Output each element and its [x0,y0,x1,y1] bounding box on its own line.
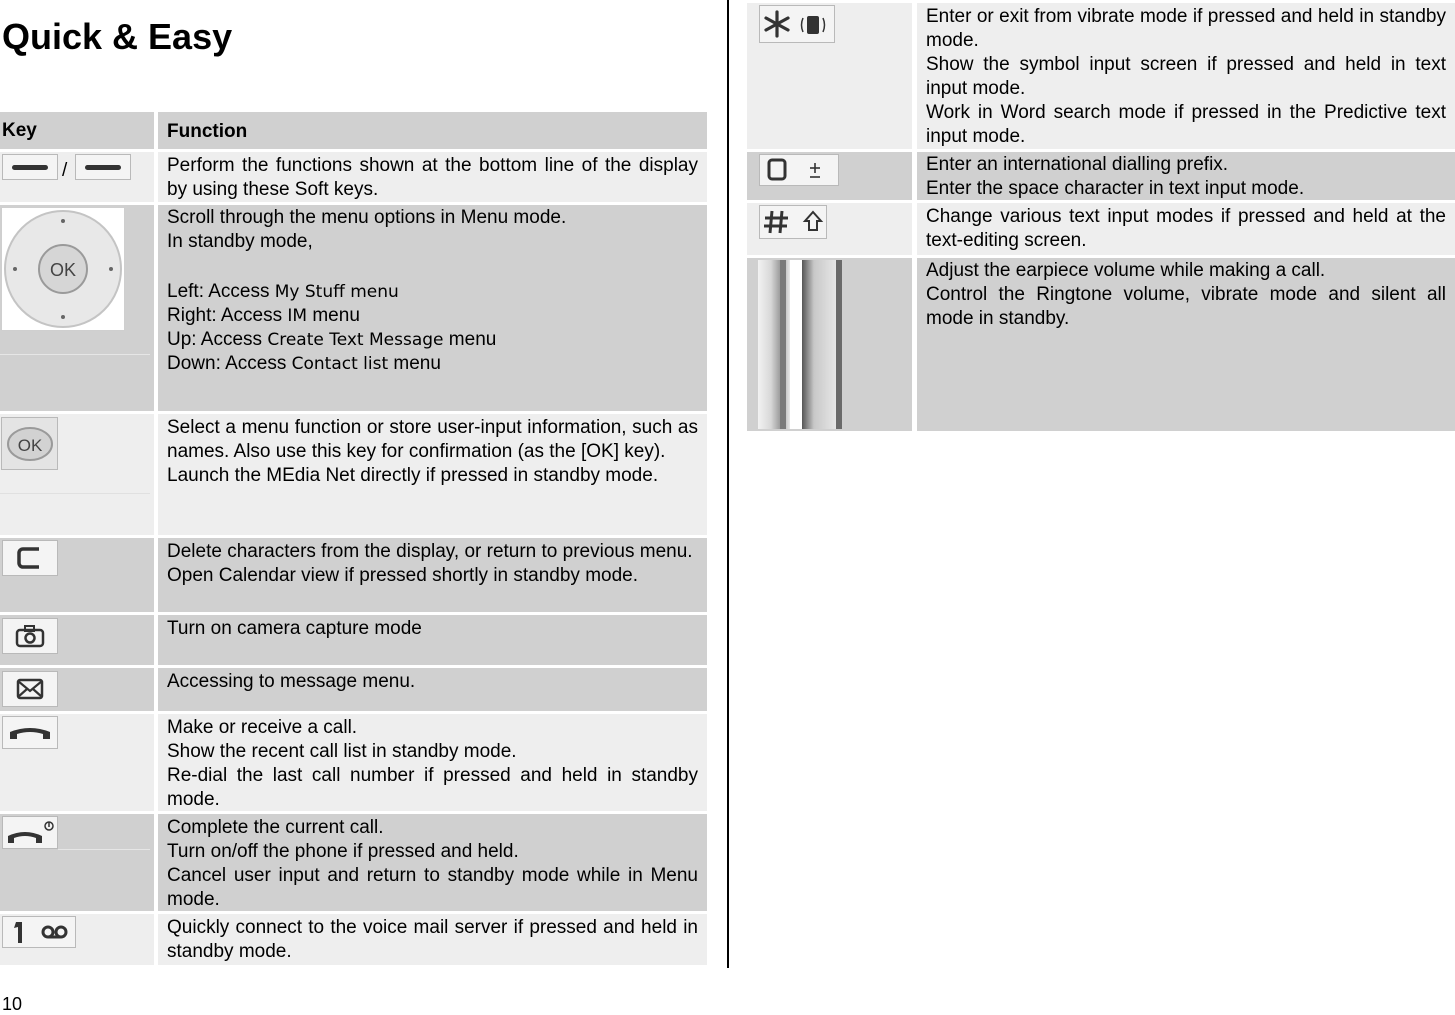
function-text: Delete characters from the display, or return to previous menu. [167,541,693,562]
function-cell [158,914,707,965]
function-text: Complete the current call. [167,817,384,838]
key-cell [0,615,154,665]
function-text: Launch the MEdia Net directly if pressed in standby mode. [167,465,659,486]
function-text: Select a menu function or store user-input information, such as names. Also use this key for confirmation (as the [OK] key). [167,417,698,462]
key-cell [0,152,154,202]
key-cell [0,668,154,711]
key-cell [0,205,154,411]
function-cell [158,714,707,811]
function-text: Cancel user input and return to standby mode while in Menu mode. [167,865,698,910]
function-text: Accessing to message menu. [167,671,416,692]
nav-right-text: Right: Access IM menu [167,305,360,326]
soft-key-right-icon [75,154,131,180]
end-power-key-icon [2,816,58,849]
key-cell [0,414,154,535]
soft-key-left-icon [2,154,58,180]
function-cell [158,205,707,411]
nav-left-text: Left: Access My Stuff menu [167,281,399,302]
column-divider [727,0,729,968]
function-text: Work in Word search mode if pressed in the Predictive text input mode. [926,102,1446,147]
ok-key-icon [1,417,58,470]
function-text: Re-dial the last call number if pressed and held in standby mode. [167,765,698,810]
function-text: Control the Ringtone volume, vibrate mode and silent all mode in standby. [926,284,1446,329]
nav-down-text: Down: Access Contact list menu [167,353,441,374]
voicemail-key-icon [2,916,76,948]
page-number: 10 [2,994,23,1014]
function-text: Show the recent call list in standby mode. [167,741,517,762]
function-text: Show the symbol input screen if pressed and held in text input mode. [926,54,1446,99]
function-text: Turn on camera capture mode [167,618,422,639]
function-cell [917,152,1455,200]
function-text: Enter or exit from vibrate mode if pressed and held in standby mode. [926,6,1446,51]
key-cell [0,914,154,965]
function-cell [158,414,707,535]
page-title: Quick & Easy [2,16,233,57]
function-text: Perform the functions shown at the bottom line of the display by using these Soft keys. [167,155,698,200]
function-text: Open Calendar view if pressed shortly in standby mode. [167,565,639,586]
function-cell [158,152,707,202]
function-cell [917,258,1455,431]
key-cell [747,258,912,431]
function-text: In standby mode, [167,231,313,252]
function-text: Adjust the earpiece volume while making a call. [926,260,1326,281]
header-key: Key [0,112,154,149]
message-key-icon [2,671,58,707]
volume-side-key-icon [757,259,843,430]
key-cell [747,152,912,200]
hash-shift-key-icon [759,205,827,239]
function-text: Quickly connect to the voice mail server if pressed and held in standby mode. [167,917,698,962]
function-cell [158,668,707,711]
nav-up-text: Up: Access Create Text Message menu [167,329,497,350]
function-cell [917,203,1455,255]
key-separator: / [62,160,68,181]
svg-text:OK: OK [49,260,77,280]
function-cell [158,615,707,665]
zero-plus-key-icon [759,154,839,186]
send-key-icon [2,716,58,749]
svg-text:OK: OK [17,435,42,455]
camera-key-icon [2,618,58,654]
key-cell [0,814,154,911]
function-cell [158,814,707,911]
function-text: Make or receive a call. [167,717,358,738]
clear-key-icon [2,540,58,576]
function-cell [917,3,1455,149]
function-text: Change various text input modes if pressed and held at the text-editing screen. [926,206,1446,251]
navigation-key-icon [1,207,125,331]
function-text: Enter an international dialling prefix. [926,154,1229,175]
function-cell [158,538,707,612]
function-text: Turn on/off the phone if pressed and held. [167,841,519,862]
key-cell [0,714,154,811]
key-cell [747,3,912,149]
key-cell [0,538,154,612]
function-text: Enter the space character in text input mode. [926,178,1305,199]
star-vibrate-key-icon [759,5,835,43]
key-cell [747,203,912,255]
function-text: Scroll through the menu options in Menu mode. [167,207,567,228]
header-function: Function [158,112,707,149]
